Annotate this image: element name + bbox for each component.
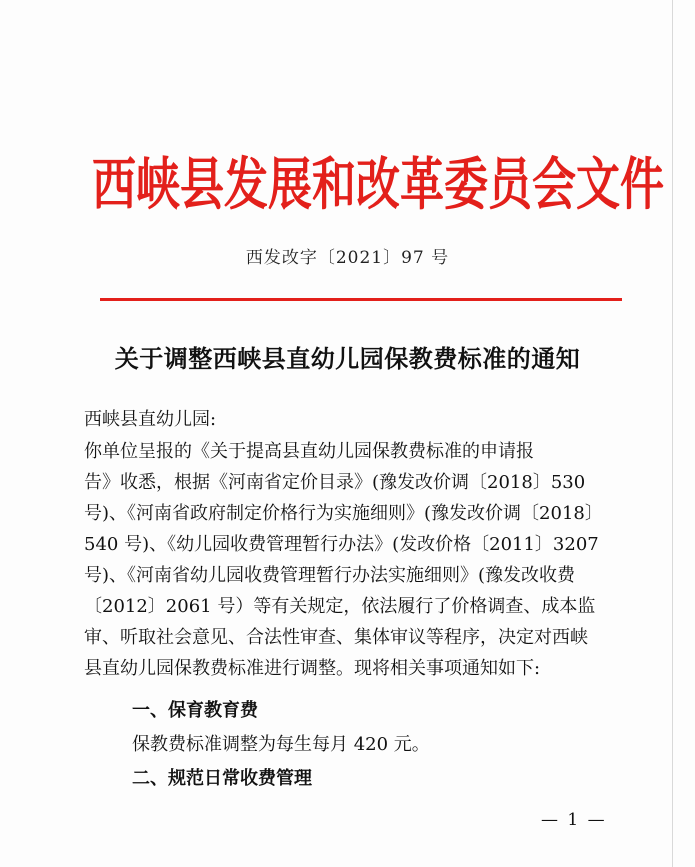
body-line: 号)、《河南省政府制定价格行为实施细则》(豫发改价调〔2018〕 <box>84 503 603 524</box>
body-line: 告》收悉，根据《河南省定价目录》(豫发改价调〔2018〕530 <box>84 472 586 493</box>
scan-edge-line <box>672 0 673 867</box>
body-line: 县直幼儿园保教费标准进行调整。现将相关事项通知如下: <box>84 658 541 679</box>
body-line: 540 号)、《幼儿园收费管理暂行办法》(发改价格〔2011〕3207 <box>84 534 599 555</box>
body-line: 审、听取社会意见、合法性审查、集体审议等程序，决定对西峡 <box>84 627 588 648</box>
document-number: 西发改字〔2021〕97 号 <box>245 248 450 268</box>
body-line: 号)、《河南省幼儿园收费管理暂行办法实施细则》(豫发改收费 <box>84 565 576 586</box>
addressee: 西峡县直幼儿园: <box>84 409 217 430</box>
notice-title: 关于调整西峡县直幼儿园保教费标准的通知 <box>114 344 581 373</box>
body-line: 你单位呈报的《关于提高县直幼儿园保教费标准的申请报 <box>84 441 534 462</box>
section-heading-fee-management: 二、规范日常收费管理 <box>132 768 312 789</box>
page-number: — 1 — <box>541 810 607 830</box>
notice-body <box>84 436 616 684</box>
fee-standard-text: 保教费标准调整为每生每月 420 元。 <box>132 734 430 755</box>
red-divider-rule <box>100 298 622 301</box>
section-heading-childcare-fee: 一、保育教育费 <box>132 700 258 721</box>
body-line: 〔2012〕2061 号）等有关规定，依法履行了价格调查、成本监 <box>84 596 596 617</box>
document-masthead: 西峡县发展和改革委员会文件 <box>92 152 664 218</box>
